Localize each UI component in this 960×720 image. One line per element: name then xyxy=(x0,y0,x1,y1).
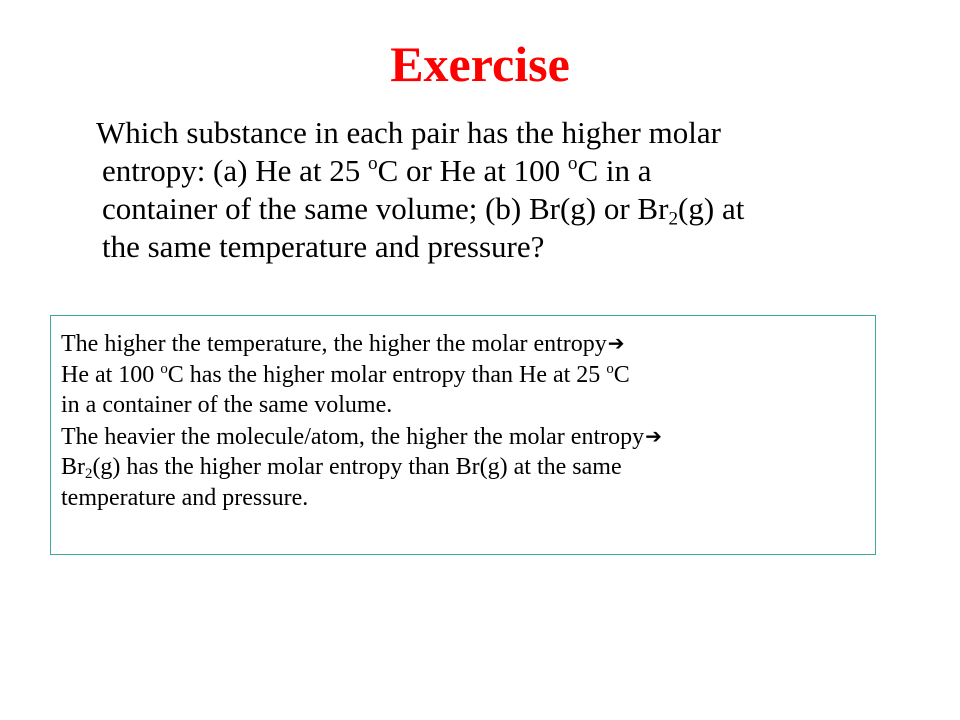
answer-line-2-text-c: C xyxy=(613,361,630,388)
answer-line-6-text: temperature and pressure. xyxy=(61,484,309,511)
degree-superscript: o xyxy=(567,153,578,175)
subscript-two: 2 xyxy=(85,466,93,483)
question-line-3-text-b: (g) at xyxy=(678,191,745,226)
answer-line-1 xyxy=(61,328,865,360)
degree-superscript: o xyxy=(367,153,378,175)
answer-line-1-text: The higher the temperature, the higher the molar entropy xyxy=(61,331,607,357)
degree-superscript: o xyxy=(606,360,614,377)
answer-line-4-text: The heavier the molecule/atom, the higher the molar entropy xyxy=(61,423,645,450)
question-line-1-text: Which substance in each pair has the higher molar xyxy=(96,115,721,150)
question-line-3-text-a: container of the same volume; (b) Br(g) or Br xyxy=(102,191,669,226)
question-line-1 xyxy=(96,114,896,152)
right-arrow-icon: ➔ xyxy=(607,331,625,355)
answer-line-3 xyxy=(61,390,865,421)
answer-line-5 xyxy=(61,452,865,483)
answer-box xyxy=(50,315,876,555)
right-arrow-icon: ➔ xyxy=(645,423,662,448)
question-line-2 xyxy=(96,152,896,190)
question-line-4 xyxy=(96,228,896,266)
answer-line-2 xyxy=(61,360,865,391)
answer-line-2-text-b: C has the higher molar entropy than He at 25 xyxy=(167,361,607,388)
question-line-3 xyxy=(96,190,896,228)
answer-line-3-text: in a container of the same volume. xyxy=(61,392,393,419)
answer-line-6 xyxy=(61,483,865,514)
question-line-2-text-a: entropy: (a) He at 25 xyxy=(102,153,368,188)
slide-title: Exercise xyxy=(390,36,570,92)
question-line-2-text-b: C or He at 100 xyxy=(377,153,568,188)
answer-line-5-text-a: Br xyxy=(61,454,85,481)
answer-line-4 xyxy=(61,421,865,453)
degree-superscript: o xyxy=(160,360,168,377)
subscript-two: 2 xyxy=(668,208,679,230)
question-line-4-text: the same temperature and pressure? xyxy=(102,229,545,264)
answer-line-5-text-b: (g) has the higher molar entropy than Br(g) at the same xyxy=(92,454,622,481)
question-line-2-text-c: C in a xyxy=(577,153,652,188)
question-text xyxy=(96,114,896,266)
answer-line-2-text-a: He at 100 xyxy=(61,361,161,388)
